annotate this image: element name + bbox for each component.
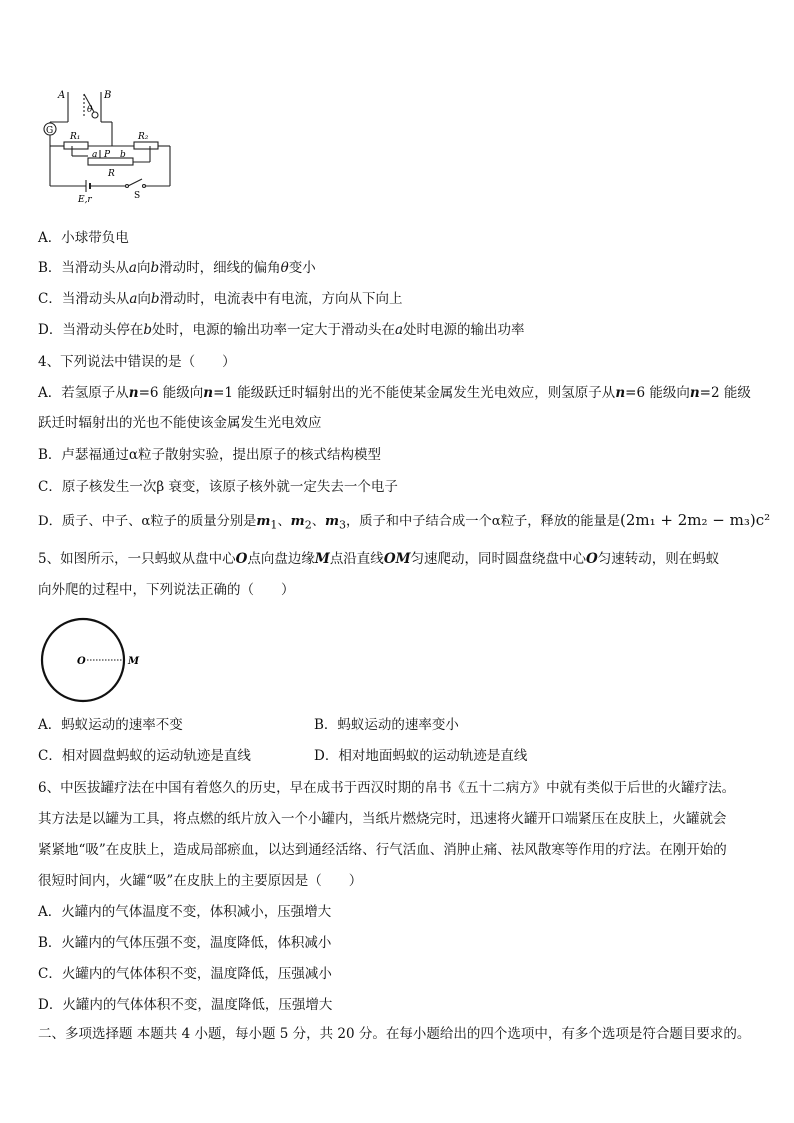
label-M: M: [128, 656, 140, 667]
label-R2: R₂: [138, 132, 149, 142]
q6-stem-line4: 很短时间内，火罐“吸”在皮肤上的主要原因是（ ）: [38, 873, 363, 889]
q4-option-c: C．原子核发生一次β 衰变，该原子核外就一定失去一个电子: [38, 479, 398, 495]
label-R1: R₁: [70, 132, 81, 142]
q3-option-b: B．当滑动头从a向b滑动时，细线的偏角θ变小: [38, 260, 316, 276]
q5-option-d: D．相对地面蚂蚁的运动轨迹是直线: [314, 748, 528, 764]
q5-stem-line2: 向外爬的过程中，下列说法正确的（ ）: [38, 582, 295, 598]
q4-stem: 4、下列说法中错误的是（ ）: [38, 354, 236, 370]
label-a: a: [92, 150, 98, 160]
label-S: S: [134, 191, 141, 201]
q6-stem-line1: 6、中医拔罐疗法在中国有着悠久的历史，早在成书于西汉时期的帛书《五十二病方》中就有类似于后世的火罐疗法。: [38, 780, 736, 796]
label-Er: E,r: [78, 195, 92, 205]
label-theta: θ: [87, 105, 93, 115]
q3-option-a: A．小球带负电: [38, 230, 129, 246]
q3-option-d: D．当滑动头停在b处时，电源的输出功率一定大于滑动头在a处时电源的输出功率: [38, 322, 525, 338]
q5-option-b: B．蚂蚁运动的速率变小: [314, 717, 459, 733]
label-G: G: [46, 126, 54, 136]
energy-formula: (2m₁ + 2m₂ − m₃)c²: [620, 511, 771, 529]
label-B: B: [104, 90, 112, 101]
q4-option-a-line2: 跃迁时辐射出的光也不能使该金属发生光电效应: [38, 415, 322, 431]
section-2-heading: 二、多项选择题 本题共 4 小题，每小题 5 分，共 20 分。在每小题给出的四个选项中，有多个选项是符合题目要求的。: [38, 1026, 751, 1042]
q3-option-c: C．当滑动头从a向b滑动时，电流表中有电流，方向从下向上: [38, 291, 403, 307]
q5-option-c: C．相对圆盘蚂蚁的运动轨迹是直线: [38, 748, 251, 764]
q6-stem-line2: 其方法是以罐为工具，将点燃的纸片放入一个小罐内，当纸片燃烧完时，迅速将火罐开口端紧压在皮肤上，火罐就会: [38, 811, 727, 827]
q6-option-d: D．火罐内的气体体积不变，温度降低，压强增大: [38, 997, 333, 1013]
label-A: A: [58, 90, 66, 101]
q5-stem-line1: 5、如图所示，一只蚂蚁从盘中心O点向盘边缘M点沿直线OM匀速爬动，同时圆盘绕盘中心O匀速转动，则在蚂蚁: [38, 551, 720, 567]
circuit-diagram: [38, 86, 178, 206]
q4-option-a-line1: A．若氢原子从n=6 能级向n=1 能级跃迁时辐射出的光不能使某金属发生光电效应，则氢原子从n=6 能级向n=2 能级: [38, 385, 751, 401]
q4-option-b: B．卢瑟福通过α粒子散射实验，提出原子的核式结构模型: [38, 447, 382, 463]
label-b: b: [120, 150, 126, 160]
q5-option-a: A．蚂蚁运动的速率不变: [38, 717, 183, 733]
q6-option-b: B．火罐内的气体压强不变，温度降低，体积减小: [38, 935, 332, 951]
label-O: O: [77, 656, 86, 667]
q4-option-d: D．质子、中子、α粒子的质量分别是$m_1$、$m_2$、$m_3$，质子和中子结合成一个α粒子，释放的能量是(2m₁ + 2m₂ − m₃)c²: [38, 511, 771, 532]
q6-option-c: C．火罐内的气体体积不变，温度降低，压强减小: [38, 966, 332, 982]
disk-figure: [38, 616, 158, 708]
label-P: P: [104, 150, 111, 160]
label-R: R: [108, 169, 115, 179]
q6-option-a: A．火罐内的气体温度不变，体积减小，压强增大: [38, 904, 332, 920]
q6-stem-line3: 紧紧地“吸”在皮肤上，造成局部瘀血，以达到通经活络、行气活血、消肿止痛、祛风散寒等作用的疗法。在刚开始的: [38, 842, 727, 858]
